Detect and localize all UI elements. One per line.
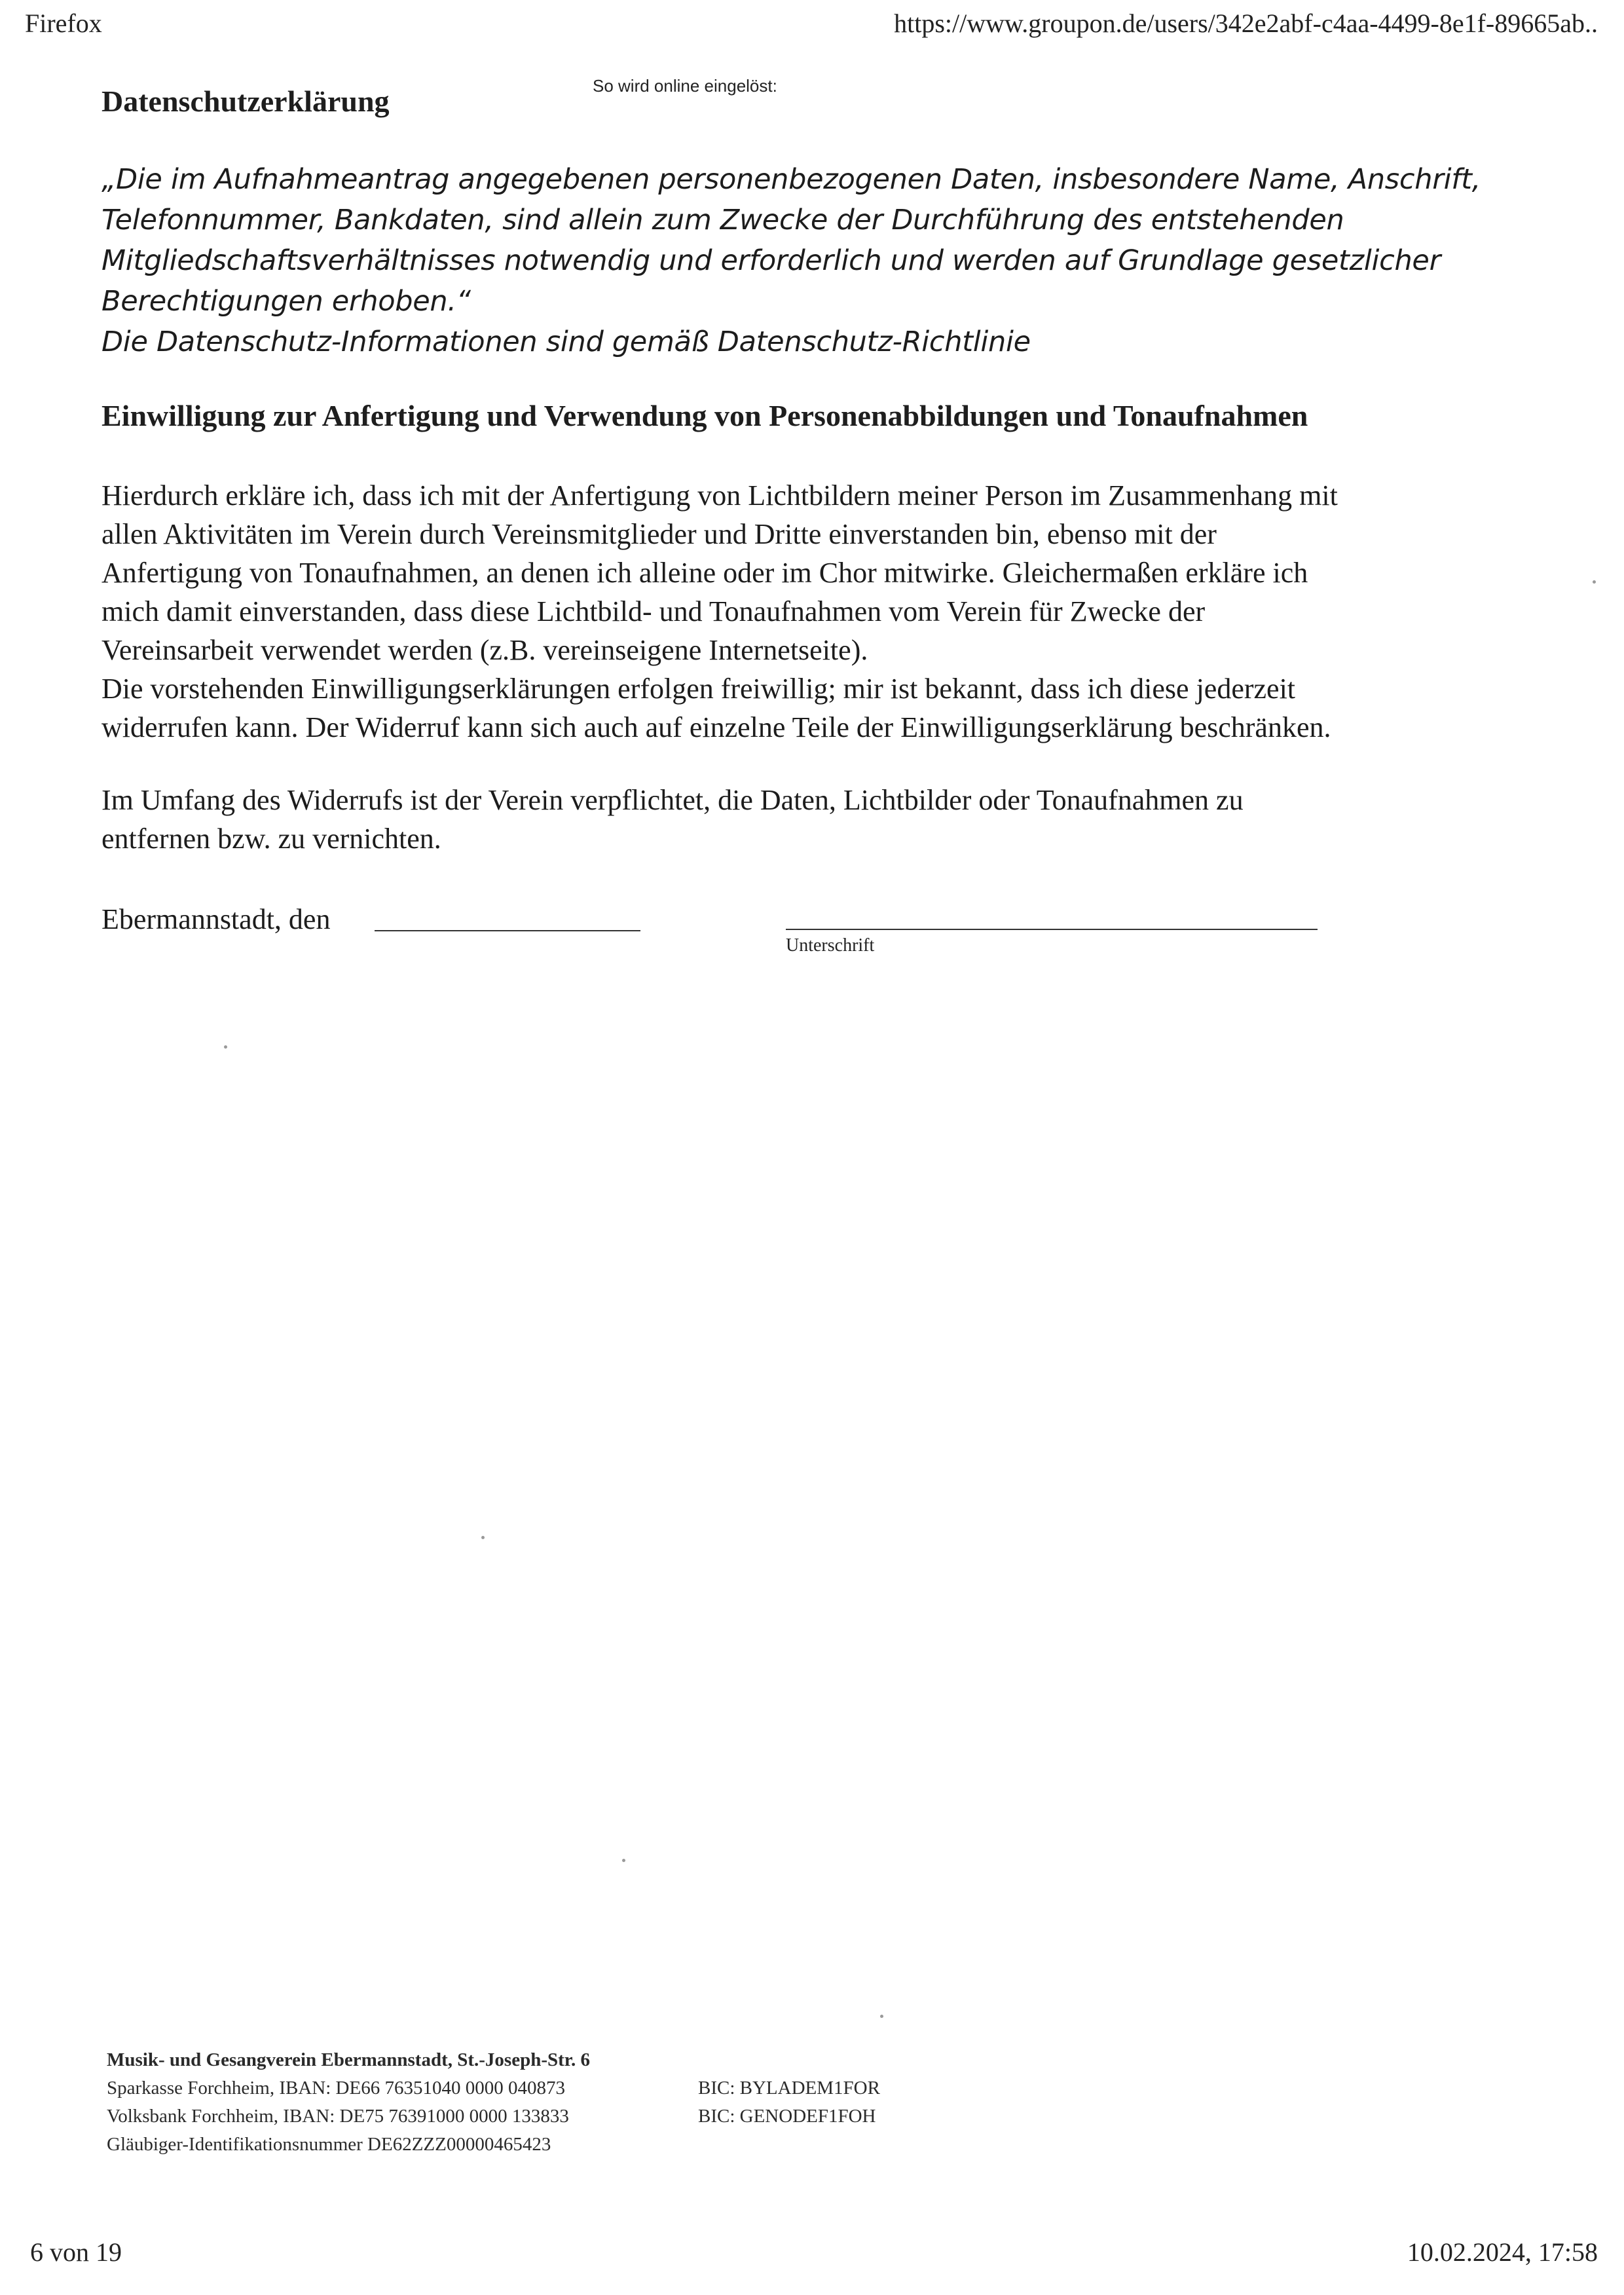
consent-line: Die vorstehenden Einwilligungserklärungen erfolgen freiwillig; mir ist bekannt, dass ich diese jederzeit <box>101 673 1296 705</box>
privacy-quote-line: Mitgliedschaftsverhältnisses notwendig und erforderlich und werden auf Grundlage gesetzlicher <box>101 244 1441 277</box>
bic-volksbank: BIC: GENODEF1FOH <box>698 2106 876 2127</box>
consent-heading: Einwilligung zur Anfertigung und Verwendung von Personenabbildungen und Tonaufnahmen <box>101 399 1308 432</box>
scan-speck <box>481 1536 485 1539</box>
consent-line: widerrufen kann. Der Widerruf kann sich auch auf einzelne Teile der Einwilligungserklärung beschränken. <box>101 711 1331 743</box>
bank-account-volksbank: Volksbank Forchheim, IBAN: DE75 76391000 0000 133833 <box>107 2106 569 2127</box>
bic-block <box>698 2074 1025 2131</box>
privacy-quote-line: „Die im Aufnahmeantrag angegebenen personenbezogenen Daten, insbesondere Name, Anschrift, <box>101 163 1481 196</box>
consent-paragraph <box>101 476 1562 747</box>
date-line[interactable] <box>375 930 640 931</box>
revocation-paragraph <box>101 781 1562 858</box>
page-url[interactable]: https://www.groupon.de/users/342e2abf-c4aa-4499-8e1f-89665ab.. <box>894 9 1598 38</box>
online-note: So wird online eingelöst: <box>593 76 777 96</box>
revocation-line: Im Umfang des Widerrufs ist der Verein verpflichtet, die Daten, Lichtbilder oder Tonaufnahmen zu <box>101 784 1244 816</box>
print-datetime: 10.02.2024, 17:58 <box>1407 2237 1598 2267</box>
consent-line: mich damit einverstanden, dass diese Lichtbild- und Tonaufnahmen vom Verein für Zwecke der <box>101 595 1206 627</box>
scan-speck <box>622 1859 625 1862</box>
privacy-quote-line: Telefonnummer, Bankdaten, sind allein zum Zwecke der Durchführung des entstehenden <box>101 204 1344 236</box>
signature-label: Unterschrift <box>786 935 875 956</box>
scan-speck <box>1593 580 1596 584</box>
consent-line: Vereinsarbeit verwendet werden (z.B. vereinseigene Internetseite). <box>101 634 868 666</box>
page-indicator: 6 von 19 <box>30 2237 122 2267</box>
revocation-line: entfernen bzw. zu vernichten. <box>101 823 441 855</box>
consent-line: allen Aktivitäten im Verein durch Vereinsmitglieder und Dritte einverstanden bin, ebenso mit der <box>101 518 1217 550</box>
scan-speck <box>880 2015 883 2018</box>
creditor-id: Gläubiger-Identifikationsnummer DE62ZZZ00000465423 <box>107 2134 551 2155</box>
bank-account-sparkasse: Sparkasse Forchheim, IBAN: DE66 76351040 0000 040873 <box>107 2078 565 2099</box>
scan-speck <box>224 1045 227 1049</box>
consent-line: Hierdurch erkläre ich, dass ich mit der Anfertigung von Lichtbildern meiner Person im Zusammenhang mit <box>101 479 1338 512</box>
bic-sparkasse: BIC: BYLADEM1FOR <box>698 2078 880 2099</box>
privacy-quote-line: Berechtigungen erhoben.“ <box>101 285 471 318</box>
place-date-label: Ebermannstadt, den <box>101 903 331 935</box>
association-footer <box>107 2046 696 2159</box>
privacy-heading: Datenschutzerklärung <box>101 84 390 118</box>
browser-name: Firefox <box>25 9 102 38</box>
association-address: Musik- und Gesangverein Ebermannstadt, St.-Joseph-Str. 6 <box>107 2049 590 2070</box>
privacy-quote <box>101 159 1542 362</box>
signature-line[interactable] <box>786 929 1318 930</box>
consent-line: Anfertigung von Tonaufnahmen, an denen ich alleine oder im Chor mitwirke. Gleichermaßen erkläre ich <box>101 557 1308 589</box>
privacy-policy-reference: Die Datenschutz-Informationen sind gemäß Datenschutz-Richtlinie <box>101 326 1031 358</box>
